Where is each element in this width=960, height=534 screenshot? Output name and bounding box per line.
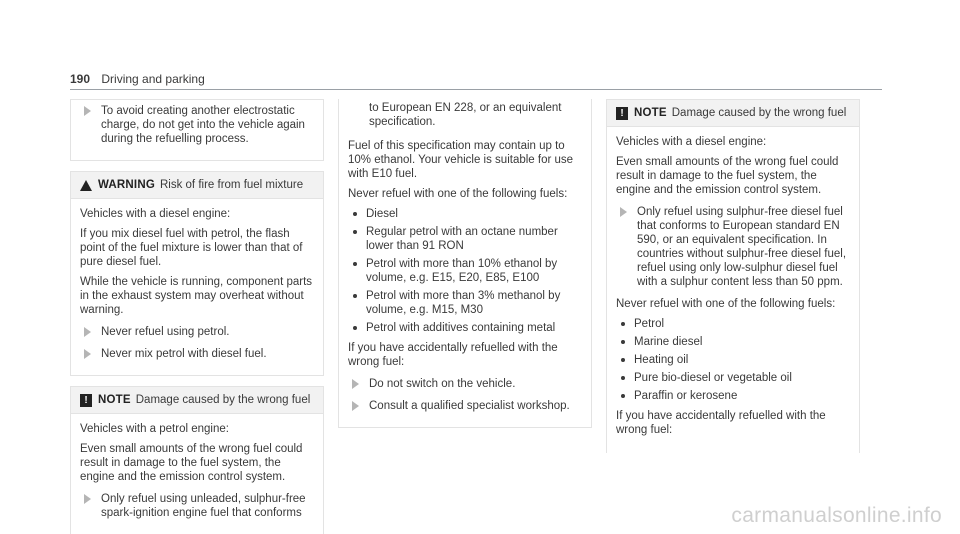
bullet-icon [621, 394, 625, 398]
note-paragraph: Never refuel with one of the following fuels: [616, 298, 836, 310]
column-3 [606, 99, 860, 453]
list-item: Pure bio-diesel or vegetable oil [616, 371, 850, 385]
warning-box [70, 171, 324, 376]
bullet-icon [353, 212, 357, 216]
fuel-list [616, 317, 850, 403]
bullet-icon [353, 294, 357, 298]
note-paragraph: Even small amounts of the wrong fuel could result in damage to the fuel system, the engine and the emission control system. [80, 443, 303, 483]
fuel-list [348, 207, 582, 335]
paragraph: Never refuel with one of the following fuels: [348, 188, 568, 200]
warning-title: WARNING [98, 179, 155, 191]
list-item: Petrol with more than 10% ethanol by volume, e.g. E15, E20, E85, E100 [348, 257, 582, 285]
list-item: Petrol with more than 3% methanol by volume, e.g. M15, M30 [348, 289, 582, 317]
bullet-icon [621, 376, 625, 380]
list-item: Regular petrol with an octane number lower than 91 RON [348, 225, 582, 253]
note-header [71, 387, 323, 414]
instruction-box [70, 99, 324, 161]
continued-text: to European EN 228, or an equivalent specification. [369, 102, 562, 128]
instruction-text: Only refuel using unleaded, sulphur-free spark-ignition engine fuel that conforms [101, 493, 306, 519]
bullet-icon [353, 230, 357, 234]
instruction-text: Never mix petrol with diesel fuel. [101, 348, 267, 360]
note-box [606, 99, 860, 453]
arrow-right-icon [352, 379, 359, 389]
instruction-step [80, 347, 314, 361]
instruction-text: Do not switch on the vehicle. [369, 378, 516, 390]
header-rule [70, 89, 882, 90]
arrow-right-icon [84, 327, 91, 337]
paragraph: If you have accidentally refuelled with the wrong fuel: [348, 342, 558, 368]
note-box [70, 386, 324, 534]
instruction-step [616, 205, 850, 289]
bullet-icon [621, 358, 625, 362]
instruction-step [80, 492, 314, 520]
exclamation-icon: ! [80, 394, 92, 407]
note-title: NOTE [634, 107, 667, 119]
content-box [338, 99, 592, 428]
list-item: Petrol [616, 317, 850, 331]
exclamation-icon: ! [616, 107, 628, 120]
instruction-text: Only refuel using sulphur-free diesel fuel that conforms to European standard EN 590, or an equivalent specification. In countries without sulphur-free diesel fuel, refuel using only low-sulphur diesel fuel with a sulphur content less than 50 ppm. [637, 206, 847, 288]
warning-paragraph: Vehicles with a diesel engine: [80, 208, 231, 220]
bullet-icon [353, 326, 357, 330]
note-subtitle: Damage caused by the wrong fuel [135, 394, 311, 406]
arrow-right-icon [84, 494, 91, 504]
section-title: Driving and parking [101, 72, 205, 86]
list-item: Paraffin or kerosene [616, 389, 850, 403]
arrow-right-icon [620, 207, 627, 217]
page-header [70, 72, 205, 86]
note-paragraph: Vehicles with a diesel engine: [616, 136, 767, 148]
note-paragraph: If you have accidentally refuelled with the wrong fuel: [616, 410, 826, 436]
instruction-step [348, 399, 582, 413]
list-item: Marine diesel [616, 335, 850, 349]
bullet-icon [621, 322, 625, 326]
arrow-right-icon [84, 349, 91, 359]
note-paragraph: Even small amounts of the wrong fuel could result in damage to the fuel system, the engine and the emission control system. [616, 156, 839, 196]
note-subtitle: Damage caused by the wrong fuel [671, 107, 847, 119]
list-item: Heating oil [616, 353, 850, 367]
page-number: 190 [70, 72, 91, 86]
instruction-text: To avoid creating another electrostatic charge, do not get into the vehicle again during the refuelling process. [101, 105, 305, 145]
warning-paragraph: If you mix diesel fuel with petrol, the flash point of the fuel mixture is lower than that of pure diesel fuel. [80, 228, 303, 268]
list-item: Petrol with additives containing metal [348, 321, 582, 335]
instruction-text: Consult a qualified specialist workshop. [369, 400, 570, 412]
list-item: Diesel [348, 207, 582, 221]
paragraph: Fuel of this specification may contain up to 10% ethanol. Your vehicle is suitable for use with E10 fuel. [348, 140, 574, 180]
instruction-text: Never refuel using petrol. [101, 326, 230, 338]
column-1 [70, 99, 324, 534]
warning-triangle-icon [80, 180, 92, 191]
instruction-step [80, 325, 314, 339]
bullet-icon [621, 340, 625, 344]
watermark: carmanualsonline.info [731, 504, 942, 527]
bullet-icon [353, 262, 357, 266]
arrow-right-icon [352, 401, 359, 411]
note-header [607, 100, 859, 127]
warning-subtitle: Risk of fire from fuel mixture [159, 179, 304, 191]
column-2 [338, 99, 592, 438]
note-title: NOTE [98, 394, 131, 406]
instruction-step [80, 104, 314, 146]
warning-header [71, 172, 323, 199]
warning-paragraph: While the vehicle is running, component parts in the exhaust system may overheat without warning. [80, 276, 313, 316]
note-paragraph: Vehicles with a petrol engine: [80, 423, 229, 435]
arrow-right-icon [84, 106, 91, 116]
instruction-step [348, 377, 582, 391]
